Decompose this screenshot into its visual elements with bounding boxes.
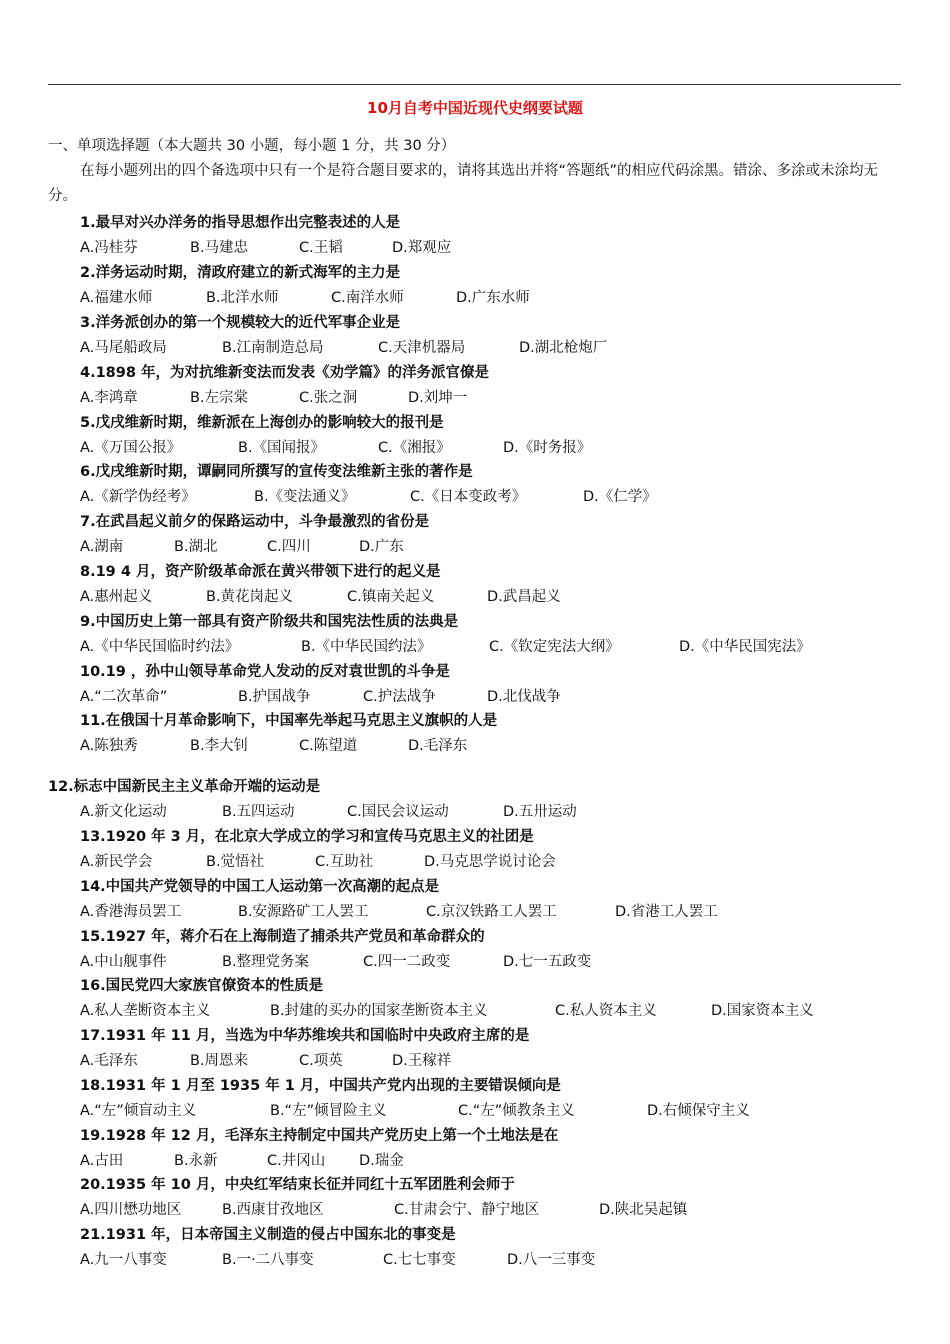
question-text: 20.1935 年 10 月，中央红军结束长征并同红十五军团胜利会师于 — [80, 1177, 515, 1193]
question-text: 17.1931 年 11 月，当选为中华苏维埃共和国临时中央政府主席的是 — [80, 1028, 530, 1044]
option-a: A.香港海员罢工 — [80, 904, 182, 920]
option-c: C.京汉铁路工人罢工 — [426, 904, 557, 920]
question-text: 6.戊戌维新时期，谭嗣同所撰写的宣传变法维新主张的著作是 — [80, 464, 473, 480]
option-c: C.王韬 — [299, 240, 343, 256]
question-text: 15.1927 年，蒋介石在上海制造了捕杀共产党员和革命群众的 — [80, 929, 485, 945]
option-d: D.《中华民国宪法》 — [679, 639, 811, 655]
option-d: D.八一三事变 — [507, 1252, 596, 1268]
option-a: A.冯桂芬 — [80, 240, 138, 256]
option-c: C.四川 — [267, 539, 311, 555]
option-c: C.国民会议运动 — [347, 804, 449, 820]
question-text: 8.19 4 月，资产阶级革命派在黄兴带领下进行的起义是 — [80, 564, 441, 580]
option-d: D.广东 — [359, 539, 404, 555]
option-a: A.李鸿章 — [80, 390, 138, 406]
option-a: A.中山舰事件 — [80, 954, 167, 970]
option-d: D.省港工人罢工 — [615, 904, 718, 920]
option-c: C.《日本变政考》 — [410, 489, 527, 505]
question-text: 3.洋务派创办的第一个规模较大的近代军事企业是 — [80, 315, 401, 331]
question-text: 5.戊戌维新时期，维新派在上海创办的影响较大的报刊是 — [80, 415, 444, 431]
option-a: A.惠州起义 — [80, 589, 153, 605]
option-b: B.湖北 — [174, 539, 218, 555]
header-rule — [48, 84, 901, 85]
option-b: B.封建的买办的国家垄断资本主义 — [270, 1003, 488, 1019]
option-d: D.马克思学说讨论会 — [424, 854, 556, 870]
option-b: B.《国闻报》 — [238, 440, 326, 456]
option-d: D.毛泽东 — [408, 738, 468, 754]
option-b: B.北洋水师 — [206, 290, 279, 306]
option-d: D.七一五政变 — [503, 954, 592, 970]
option-b: B.“左”倾冒险主义 — [270, 1103, 387, 1119]
section-heading: 一、单项选择题（本大题共 30 小题，每小题 1 分，共 30 分） — [48, 138, 456, 154]
option-b: B.西康甘孜地区 — [222, 1202, 324, 1218]
option-c: C.“左”倾教条主义 — [458, 1103, 575, 1119]
option-c: C.《钦定宪法大纲》 — [489, 639, 620, 655]
option-a: A.新民学会 — [80, 854, 153, 870]
question-text: 21.1931 年，日本帝国主义制造的侵占中国东北的事变是 — [80, 1227, 456, 1243]
option-d: D.右倾保守主义 — [647, 1103, 750, 1119]
option-c: C.甘肃会宁、静宁地区 — [394, 1202, 540, 1218]
option-a: A.湖南 — [80, 539, 124, 555]
option-b: B.左宗棠 — [190, 390, 249, 406]
question-text: 7.在武昌起义前夕的保路运动中，斗争最激烈的省份是 — [80, 514, 430, 530]
option-b: B.周恩来 — [190, 1053, 249, 1069]
option-a: A.“左”倾盲动主义 — [80, 1103, 197, 1119]
instructions: 在每小题列出的四个备选项中只有一个是符合题目要求的，请将其选出并将“答题纸”的相应代码涂黑。错涂、多涂或未涂均无分。 — [48, 163, 879, 204]
question-text: 13.1920 年 3 月，在北京大学成立的学习和宣传马克思主义的社团是 — [80, 829, 534, 845]
question-text: 4.1898 年，为对抗维新变法而发表《劝学篇》的洋务派官僚是 — [80, 365, 489, 381]
option-c: C.陈望道 — [299, 738, 358, 754]
option-a: A.《中华民国临时约法》 — [80, 639, 240, 655]
option-d: D.刘坤一 — [408, 390, 468, 406]
option-a: A.四川懋功地区 — [80, 1202, 182, 1218]
option-c: C.《湘报》 — [378, 440, 451, 456]
option-b: B.江南制造总局 — [222, 340, 324, 356]
question-text: 9.中国历史上第一部具有资产阶级共和国宪法性质的法典是 — [80, 614, 459, 630]
option-b: B.黄花岗起义 — [206, 589, 294, 605]
question-text: 1.最早对兴办洋务的指导思想作出完整表述的人是 — [80, 215, 401, 231]
option-a: A.《新学伪经考》 — [80, 489, 196, 505]
option-c: C.四一二政变 — [363, 954, 451, 970]
option-c: C.护法战争 — [363, 689, 436, 705]
option-d: D.国家资本主义 — [711, 1003, 814, 1019]
option-d: D.郑观应 — [392, 240, 452, 256]
option-c: C.井冈山 — [267, 1153, 326, 1169]
option-b: B.整理党务案 — [222, 954, 310, 970]
option-c: C.私人资本主义 — [555, 1003, 657, 1019]
option-c: C.南洋水师 — [331, 290, 404, 306]
question-text: 18.1931 年 1 月至 1935 年 1 月，中国共产党内出现的主要错误倾向是 — [80, 1078, 561, 1094]
option-d: D.《时务报》 — [503, 440, 592, 456]
option-d: D.《仁学》 — [583, 489, 657, 505]
question-text: 11.在俄国十月革命影响下，中国率先举起马克思主义旗帜的人是 — [80, 713, 498, 729]
option-d: D.王稼祥 — [392, 1053, 452, 1069]
page-title: 10月自考中国近现代史纲要试题 — [367, 99, 583, 117]
option-b: B.安源路矿工人罢工 — [238, 904, 369, 920]
option-b: B.《中华民国约法》 — [301, 639, 432, 655]
question-text: 12.标志中国新民主主义革命开端的运动是 — [48, 779, 321, 795]
option-a: A.九一八事变 — [80, 1252, 167, 1268]
option-c: C.镇南关起义 — [347, 589, 435, 605]
option-a: A.新文化运动 — [80, 804, 167, 820]
option-d: D.陕北吴起镇 — [599, 1202, 688, 1218]
option-d: D.广东水师 — [456, 290, 530, 306]
option-b: B.永新 — [174, 1153, 218, 1169]
option-a: A.《万国公报》 — [80, 440, 182, 456]
question-text: 14.中国共产党领导的中国工人运动第一次高潮的起点是 — [80, 879, 440, 895]
question-text: 2.洋务运动时期，清政府建立的新式海军的主力是 — [80, 265, 401, 281]
question-text: 16.国民党四大家族官僚资本的性质是 — [80, 978, 324, 994]
option-b: B.五四运动 — [222, 804, 295, 820]
option-b: B.马建忠 — [190, 240, 249, 256]
option-a: A.私人垄断资本主义 — [80, 1003, 211, 1019]
option-a: A.马尾船政局 — [80, 340, 167, 356]
option-a: A.陈独秀 — [80, 738, 138, 754]
option-d: D.五卅运动 — [503, 804, 577, 820]
option-b: B.李大钊 — [190, 738, 249, 754]
question-text: 10.19 ，孙中山领导革命党人发动的反对袁世凯的斗争是 — [80, 664, 450, 680]
option-d: D.武昌起义 — [487, 589, 561, 605]
option-c: C.项英 — [299, 1053, 343, 1069]
option-c: C.七七事变 — [383, 1252, 456, 1268]
option-c: C.张之洞 — [299, 390, 358, 406]
option-c: C.天津机器局 — [378, 340, 466, 356]
option-b: B.一·二八事变 — [222, 1252, 314, 1268]
option-a: A.古田 — [80, 1153, 124, 1169]
option-c: C.互助社 — [315, 854, 374, 870]
option-b: B.《变法通义》 — [254, 489, 356, 505]
option-a: A.毛泽东 — [80, 1053, 138, 1069]
option-b: B.觉悟社 — [206, 854, 265, 870]
option-d: D.北伐战争 — [487, 689, 561, 705]
option-d: D.瑞金 — [359, 1153, 404, 1169]
option-d: D.湖北枪炮厂 — [519, 340, 608, 356]
option-a: A.福建水师 — [80, 290, 153, 306]
question-text: 19.1928 年 12 月，毛泽东主持制定中国共产党历史上第一个土地法是在 — [80, 1128, 559, 1144]
option-a: A.“二次革命” — [80, 689, 168, 705]
option-b: B.护国战争 — [238, 689, 311, 705]
